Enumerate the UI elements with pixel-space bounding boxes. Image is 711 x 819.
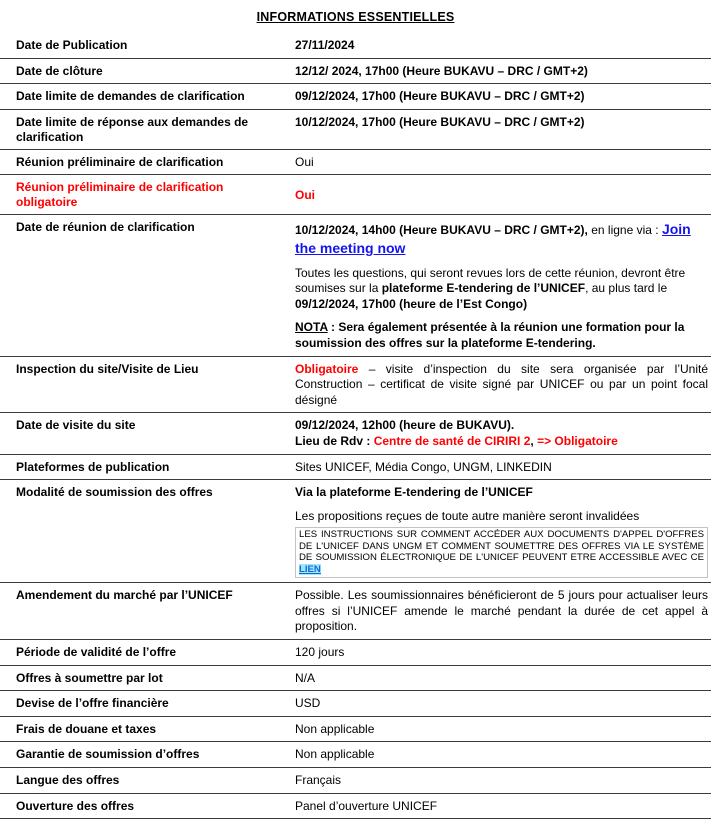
text-segment: , — [530, 433, 538, 448]
value-paragraph — [295, 418, 708, 434]
row-label-reunion-preliminaire: Réunion préliminaire de clarification — [16, 154, 224, 169]
table-row-offres-par-lot — [0, 666, 711, 692]
text-segment: Non applicable — [295, 721, 375, 736]
page-title: INFORMATIONS ESSENTIELLES — [256, 10, 455, 24]
value-paragraph — [295, 64, 708, 80]
row-value-date-limite-reponse-clarification — [281, 115, 711, 131]
table-row-date-publication — [0, 33, 711, 59]
text-segment: Possible. Les soumissionnaires bénéficieront de 5 jours pour actualiser leurs offres si l’UNICEF amende le marché pendant la durée de cet appel à proposition. — [295, 588, 708, 634]
row-label-date-cloture: Date de clôture — [16, 63, 103, 78]
value-paragraph — [295, 362, 708, 409]
row-value-ouverture-offres — [281, 799, 711, 815]
row-value-inspection-site — [281, 362, 711, 409]
table-row-date-limite-reponse-clarification — [0, 110, 711, 150]
text-segment: Panel d’ouverture UNICEF — [295, 798, 438, 813]
text-segment: : Sera également présentée à la réunion une formation pour la soumission des offres sur la plateforme E-tendering. — [295, 320, 685, 350]
table-row-frais-douane — [0, 717, 711, 743]
value-paragraph — [295, 434, 708, 450]
table-row-reunion-preliminaire-obligatoire — [0, 175, 711, 215]
row-label-langue-offres: Langue des offres — [16, 773, 120, 788]
value-paragraph — [295, 747, 708, 763]
text-segment: – visite d’inspection du site sera organisée par l’Unité Construction – certificat de visite signé par UNICEF ou par un point focal désigné — [295, 361, 708, 407]
table-row-periode-validite — [0, 640, 711, 666]
table-row-reunion-preliminaire — [0, 150, 711, 176]
row-label-date-limite-demandes-clarification: Date limite de demandes de clarification — [16, 89, 245, 104]
row-label-offres-par-lot: Offres à soumettre par lot — [16, 670, 163, 685]
text-segment: Lieu de Rdv : — [295, 433, 374, 448]
row-label-date-limite-reponse-clarification: Date limite de réponse aux demandes de clarification — [16, 114, 249, 144]
table-row-langue-offres — [0, 768, 711, 794]
row-value-date-reunion-clarification — [281, 220, 711, 351]
table-row-date-reunion-clarification — [0, 215, 711, 356]
value-paragraph — [295, 320, 708, 351]
row-label-garantie-soumission: Garantie de soumission d’offres — [16, 747, 200, 762]
value-paragraph — [295, 696, 708, 712]
text-segment: Oui — [295, 154, 314, 169]
text-segment: Non applicable — [295, 747, 375, 762]
text-segment: => Obligatoire — [537, 433, 618, 448]
value-paragraph — [295, 266, 708, 313]
value-paragraph — [295, 38, 708, 54]
row-label-amendement-marche: Amendement du marché par l’UNICEF — [16, 588, 233, 603]
table-row-date-cloture — [0, 59, 711, 85]
row-label-date-reunion-clarification: Date de réunion de clarification — [16, 220, 195, 235]
value-paragraph — [295, 645, 708, 661]
table-row-inspection-site — [0, 357, 711, 414]
text-segment: Toutes les questions, qui seront revues lors de cette réunion, devront être soumises sur la — [295, 265, 686, 296]
value-paragraph — [295, 588, 708, 635]
text-segment: Oui — [295, 187, 315, 202]
row-value-date-publication — [281, 38, 711, 54]
row-label-date-visite-site: Date de visite du site — [16, 418, 136, 433]
value-paragraph — [295, 509, 708, 525]
table-row-date-limite-demandes-clarification — [0, 84, 711, 110]
row-label-date-publication: Date de Publication — [16, 38, 128, 52]
table-row-date-visite-site — [0, 413, 711, 454]
text-segment: 120 jours — [295, 645, 345, 660]
table-row-plateformes-publication — [0, 455, 711, 481]
row-value-garantie-soumission — [281, 747, 711, 763]
row-value-date-limite-demandes-clarification — [281, 89, 711, 105]
row-value-langue-offres — [281, 773, 711, 789]
lien-link[interactable]: LIEN — [299, 563, 321, 575]
info-table — [0, 33, 711, 819]
row-value-devise-offre — [281, 696, 711, 712]
text-segment: 27/11/2024 — [295, 38, 355, 52]
text-segment: 12/12/ 2024, 17h00 (Heure BUKAVU – DRC / GMT+2) — [295, 63, 588, 78]
value-paragraph — [295, 773, 708, 789]
text-segment: 09/12/2024, 12h00 (heure de BUKAVU). — [295, 418, 515, 433]
row-label-periode-validite: Période de validité de l’offre — [16, 645, 177, 660]
text-segment: Les propositions reçues de toute autre manière seront invalidées — [295, 508, 640, 523]
table-row-ouverture-offres — [0, 794, 711, 819]
row-value-date-cloture — [281, 64, 711, 80]
text-segment: 10/12/2024, 14h00 (Heure BUKAVU – DRC / GMT+2), — [295, 223, 588, 238]
value-paragraph — [295, 722, 708, 738]
value-paragraph — [295, 671, 708, 687]
row-label-reunion-preliminaire-obligatoire: Réunion préliminaire de clarification obligatoire — [16, 180, 224, 210]
row-label-devise-offre: Devise de l’offre financière — [16, 696, 169, 711]
value-paragraph — [295, 799, 708, 815]
text-segment: Centre de santé de CIRIRI 2 — [373, 433, 531, 448]
row-label-inspection-site: Inspection du site/Visite de Lieu — [16, 361, 199, 376]
value-paragraph — [295, 460, 708, 476]
text-segment: Français — [295, 773, 342, 788]
text-segment: 09/12/2024, 17h00 (Heure BUKAVU – DRC / GMT+2) — [295, 89, 585, 104]
row-value-offres-par-lot — [281, 671, 711, 687]
text-segment: plateforme E-tendering de l’UNICEF — [381, 281, 586, 296]
text-segment: 09/12/2024, 17h00 (heure de l’Est Congo) — [295, 296, 528, 311]
row-value-frais-douane — [281, 722, 711, 738]
table-row-amendement-marche — [0, 583, 711, 640]
text-segment: NOTA — [295, 320, 328, 335]
row-value-amendement-marche — [281, 588, 711, 635]
row-label-ouverture-offres: Ouverture des offres — [16, 798, 135, 813]
value-paragraph — [295, 485, 708, 501]
value-paragraph — [295, 220, 708, 257]
row-label-modalite-soumission: Modalité de soumission des offres — [16, 485, 213, 500]
text-segment: en ligne via : — [587, 223, 662, 238]
value-paragraph — [295, 188, 708, 204]
value-paragraph — [295, 155, 708, 171]
table-row-garantie-soumission — [0, 742, 711, 768]
value-paragraph — [295, 89, 708, 105]
join-meeting-link[interactable]: Join the meeting now — [295, 221, 691, 256]
value-paragraph — [295, 115, 708, 131]
text-segment: N/A — [295, 670, 316, 685]
row-value-periode-validite — [281, 645, 711, 661]
text-segment: 10/12/2024, 17h00 (Heure BUKAVU – DRC / GMT+2) — [295, 114, 585, 129]
row-value-plateformes-publication — [281, 460, 711, 476]
table-row-devise-offre — [0, 691, 711, 717]
row-value-reunion-preliminaire — [281, 155, 711, 171]
row-value-reunion-preliminaire-obligatoire — [281, 188, 711, 204]
row-label-plateformes-publication: Plateformes de publication — [16, 459, 170, 474]
row-value-date-visite-site — [281, 418, 711, 449]
row-value-modalite-soumission — [281, 485, 711, 578]
row-label-frais-douane: Frais de douane et taxes — [16, 721, 157, 736]
instructions-box — [295, 527, 708, 578]
text-segment: LES INSTRUCTIONS SUR COMMENT ACCÉDER AUX DOCUMENTS D'APPEL D'OFFRES DE L'UNICEF DANS UNGM ET COMMENT SOUMETTRE DES OFFRES VIA LE SYSTÈME DE SOUMISSION ÉLECTRONIQUE DE L'UNICEF PEUVENT ETRE ACCESSIBLE AVEC CE — [299, 529, 704, 564]
text-segment: , au plus tard le — [585, 281, 668, 296]
table-row-modalite-soumission — [0, 480, 711, 583]
text-segment: USD — [295, 696, 321, 711]
text-segment: Sites UNICEF, Média Congo, UNGM, LINKEDIN — [295, 459, 552, 474]
text-segment: Obligatoire — [295, 361, 359, 376]
text-segment: Via la plateforme E-tendering de l’UNICEF — [295, 485, 533, 500]
